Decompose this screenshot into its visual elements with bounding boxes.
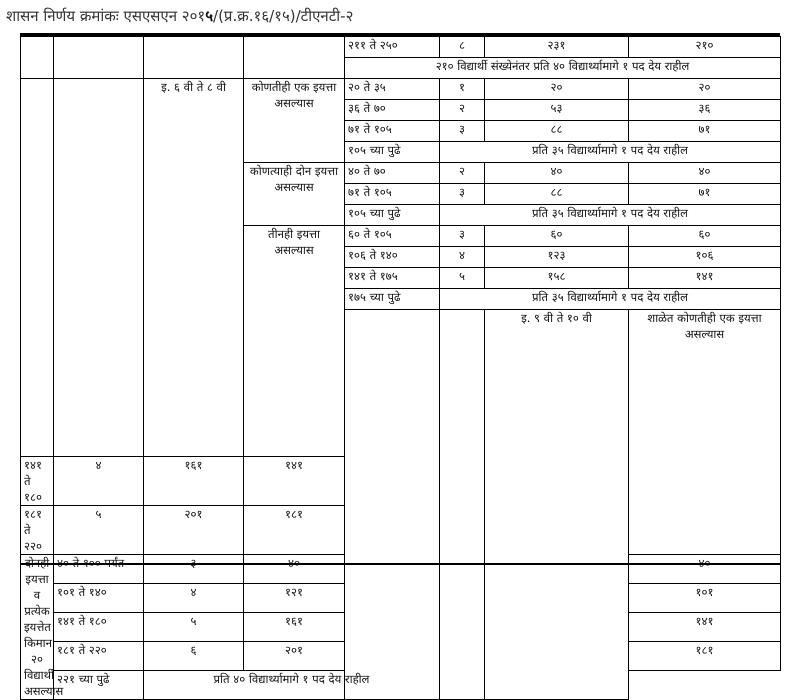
value-a-cell: १५८ — [485, 268, 629, 289]
table-row — [21, 79, 781, 100]
posts-cell: ५ — [54, 506, 144, 555]
posts-cell: २ — [440, 163, 485, 184]
value-b-cell: ७१ — [629, 121, 781, 142]
value-a-cell: ८८ — [485, 184, 629, 205]
range-cell: १४१ ते १८० — [21, 457, 54, 506]
value-b-cell: ३६ — [629, 100, 781, 121]
value-a-cell — [244, 555, 345, 584]
posts-cell: ४ — [54, 457, 144, 506]
value-a-cell: ४० — [485, 163, 629, 184]
value-b-cell: ७१ — [629, 184, 781, 205]
range-cell: १८१ ते २२० — [21, 506, 54, 555]
range-cell: १४१ ते १८० — [54, 613, 144, 642]
value-a-cell: ६० — [485, 226, 629, 247]
value-a-cell: ८८ — [485, 121, 629, 142]
header-suffix: /(प्र.क्र.१६/१५)/टीएनटी-२ — [213, 7, 354, 25]
value-b-cell: १४१ — [629, 268, 781, 289]
posts-cell: ३ — [440, 121, 485, 142]
note-cell: प्रति ३५ विद्यार्थ्यामागे १ पद देय राहील — [440, 205, 781, 226]
header-prefix: शासन निर्णय क्रमांकः एसएसएन २०१ — [6, 7, 206, 25]
posts-cell: ६ — [144, 642, 244, 671]
posts-cell: २ — [440, 100, 485, 121]
posts-cell: ४ — [144, 584, 244, 613]
range-cell: १८१ ते २२० — [54, 642, 144, 671]
value-b-cell: १८१ — [629, 642, 781, 671]
posts-cell: ८ — [440, 37, 485, 58]
value-b-cell: १०१ — [629, 584, 781, 613]
group-label: कोणत्याही दोन इयत्ता असल्यास — [244, 163, 345, 226]
range-cell: १४१ ते १७५ — [345, 268, 440, 289]
col-serial — [21, 79, 54, 457]
range-cell — [54, 555, 144, 584]
section-label-6-8: इ. ६ वी ते ८ वी — [144, 79, 244, 457]
range-cell: १०५ च्या पुढे — [345, 205, 440, 226]
posts-cell: ४ — [440, 247, 485, 268]
range-cell: १०५ च्या पुढे — [345, 142, 440, 163]
note-cell: प्रति ३५ विद्यार्थ्यामागे १ पद देय राहील — [440, 289, 781, 310]
value-b-cell: १४१ — [244, 457, 345, 506]
value-b-cell: ४० — [629, 163, 781, 184]
group-label: तीनही इयत्ता असल्यास — [244, 226, 345, 457]
value-a-cell: १२१ — [244, 584, 345, 613]
posts-cell: ५ — [144, 613, 244, 642]
range-cell: ३६ ते ७० — [345, 100, 440, 121]
value-a-cell: ५३ — [485, 100, 629, 121]
col-school-type — [54, 79, 144, 457]
value-b-cell: १४१ — [629, 613, 781, 642]
value-a-cell: २०१ — [244, 642, 345, 671]
posts-cell: ३ — [440, 184, 485, 205]
teacher-post-table — [20, 36, 781, 700]
col-standard — [144, 37, 244, 79]
value-b-cell — [629, 555, 781, 584]
note-cell: प्रति ४० विद्यार्थ्यामागे १ पद देय राहील — [144, 671, 440, 700]
value-b-cell: ६० — [629, 226, 781, 247]
value-a-cell: १६१ — [244, 613, 345, 642]
value-a-cell: १६१ — [144, 457, 244, 506]
note-cell: प्रति ३५ विद्यार्थ्यामागे १ पद देय राहील — [440, 142, 781, 163]
value-b-cell: २० — [629, 79, 781, 100]
table-row — [21, 37, 781, 58]
range-cell: ६० ते १०५ — [345, 226, 440, 247]
bottom-rule — [20, 563, 780, 565]
value-a-cell: २३१ — [485, 37, 629, 58]
posts-cell: १ — [440, 79, 485, 100]
range-cell: १०१ ते १४० — [54, 584, 144, 613]
value-a-cell: २०१ — [144, 506, 244, 555]
page-header — [6, 6, 353, 26]
col-group — [244, 37, 345, 79]
note-cell: २१० विद्यार्थी संख्येनंतर प्रति ४० विद्यार्थ्यामागे १ पद देय राहील — [345, 58, 781, 79]
value-a-cell: १२३ — [485, 247, 629, 268]
range-cell: ४० ते ७० — [345, 163, 440, 184]
col-school-type — [440, 310, 485, 700]
value-a-cell: २० — [485, 79, 629, 100]
posts-cell: ५ — [440, 268, 485, 289]
range-cell: २२१ च्या पुढे — [54, 671, 144, 700]
group-label: शाळेत कोणतीही एक इयत्ता असल्यास — [629, 310, 781, 555]
col-serial — [345, 310, 440, 700]
header-bold-digit: ५ — [205, 7, 214, 25]
range-cell: १०६ ते १४० — [345, 247, 440, 268]
value-b-cell: १८१ — [244, 506, 345, 555]
range-cell: १७५ च्या पुढे — [345, 289, 440, 310]
col-school-type — [54, 37, 144, 79]
posts-cell: ३ — [440, 226, 485, 247]
group-label: कोणतीही एक इयत्ता असल्यास — [244, 79, 345, 163]
range-cell: २० ते ३५ — [345, 79, 440, 100]
group-label: इयत्ता व प्रत्येक इयत्तेत किमान २० विद्यार्थी असल्यास — [21, 555, 54, 700]
range-cell: ७१ ते १०५ — [345, 121, 440, 142]
section-label-9-10: इ. ९ वी ते १० वी — [485, 310, 629, 700]
range-cell: ७१ ते १०५ — [345, 184, 440, 205]
table-row — [21, 671, 781, 700]
col-serial — [21, 37, 54, 79]
value-b-cell: २१० — [629, 37, 781, 58]
value-b-cell: १०६ — [629, 247, 781, 268]
posts-cell — [144, 555, 244, 584]
range-cell: २११ ते २५० — [345, 37, 440, 58]
